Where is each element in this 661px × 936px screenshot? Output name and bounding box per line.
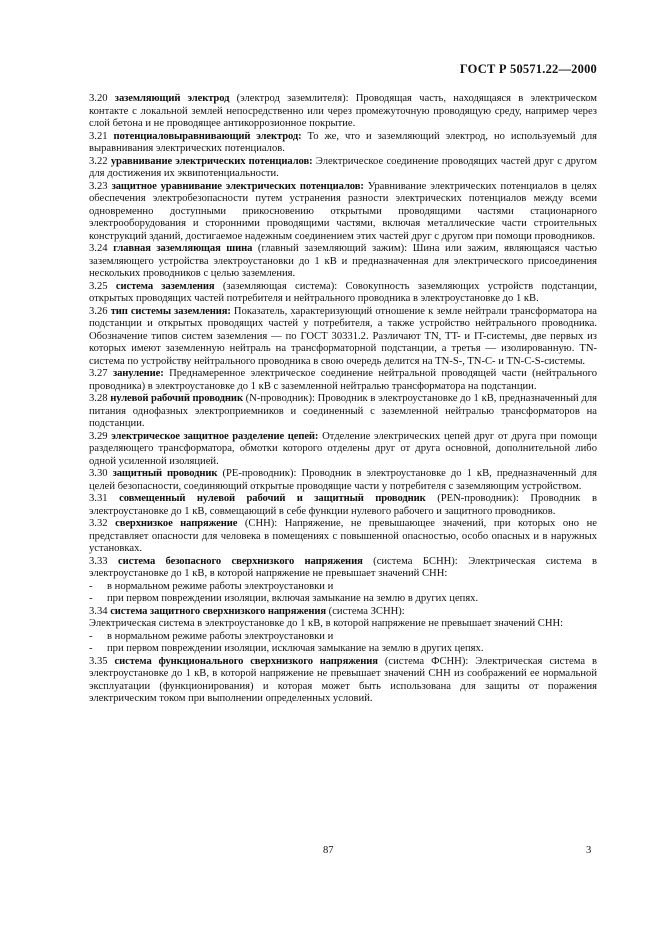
item-number: 3.24: [89, 243, 108, 254]
definition-text: Уравнивание электрических потенциалов в целях обеспечения электробезопасности путем устранения разности электрических потенциалов между всеми одновременно доступными прикосновению открытыми проводящими частями стационарного электрооборудования и сторонними проводящими частями, включая металлические части строительных конструкций зданий, достигаемое надежным соединением этих частей друг с другом при помощи проводников.: [89, 180, 597, 242]
definition-text: Преднамеренное электрическое соединение нейтральной проводящей части (нейтрального проводника) в электроустановке до 1 кВ с заземленной нейтралью трансформатора на подстанции.: [89, 368, 598, 392]
list-item: [89, 643, 597, 656]
definition-3-34: [89, 606, 597, 619]
term: система безопасного сверхнизкого напряжения: [118, 555, 363, 567]
definition-3-27: [89, 368, 597, 393]
term: система функционального сверхнизкого напряжения: [114, 655, 378, 667]
definition-3-33: [89, 556, 597, 581]
item-number: 3.35: [89, 655, 108, 667]
definition-3-32: [89, 518, 597, 556]
term: нулевой рабочий проводник: [110, 393, 243, 404]
definition-3-20: [89, 93, 597, 131]
definition-3-35: [89, 656, 597, 706]
definition-3-23: [89, 181, 597, 244]
item-number: 3.32: [89, 518, 108, 529]
term: система заземления: [115, 280, 215, 292]
list-item-text: в нормальном режиме работы электроустановки и: [107, 630, 334, 642]
definition-text: (главный заземляющий зажим): Шина или зажим, являющаяся частью заземляющего устройства электроустановки до 1 кВ и предназначенная для электрического присоединения нескольких проводников с целью заземления.: [89, 243, 597, 279]
definition-text: (система БСНН): Электрическая система в электроустановке до 1 кВ, в которой напряжение не превышает значений СНН:: [89, 555, 597, 579]
item-number: 3.29: [89, 430, 108, 442]
list-item-text: при первом повреждении изоляции, включая замыкание на землю в других цепях.: [107, 593, 479, 604]
list-item-text: при первом повреждении изоляции, исключая замыкание на землю в других цепях.: [107, 643, 484, 654]
definition-3-25: [89, 281, 597, 306]
list-item: [89, 581, 597, 594]
sheet-number: 3: [586, 845, 592, 856]
list-item-text: в нормальном режиме работы электроустановки и: [107, 580, 334, 592]
item-number: 3.25: [89, 280, 108, 292]
term: главная заземляющая шина: [113, 243, 253, 254]
term: зануление:: [112, 368, 164, 379]
term: система защитного сверхнизкого напряжения: [110, 605, 327, 617]
definition-3-24: [89, 243, 597, 281]
page-number: 87: [323, 845, 334, 856]
definition-3-28: [89, 393, 597, 431]
definition-3-31: [89, 493, 597, 518]
definition-text: (СНН): Напряжение, не превышающее значений, при которых оно не представляет опасности для человека в помещениях с повышенной опасностью, особо опасных и в наружных установках.: [89, 518, 598, 554]
definition-text: (PE-проводник): Проводник в электроустановке до 1 кВ, предназначенный для целей безопасности, соединяющий открытые проводящие части у потребителя с заземляющим устройством.: [89, 468, 597, 492]
item-number: 3.21: [89, 130, 108, 142]
item-number: 3.27: [89, 368, 108, 379]
definition-text: (заземляющая система): Совокупность заземляющих устройств подстанции, открытых проводящих частей потребителя и нейтрального проводника в электроустановке до 1 кВ.: [89, 280, 597, 304]
item-number: 3.26: [89, 305, 108, 317]
list-item: [89, 631, 597, 644]
definition-3-29: [89, 431, 597, 469]
term: уравнивание электрических потенциалов:: [110, 155, 313, 167]
list-item: [89, 593, 597, 606]
definition-3-22: [89, 156, 597, 181]
dash-bullet: -: [89, 580, 93, 592]
item-number: 3.33: [89, 555, 108, 567]
term: электрическое защитное разделение цепей:: [111, 430, 319, 442]
item-number: 3.34: [89, 605, 108, 617]
definition-text: Электрическое соединение проводящих частей друг с другом для достижения их эквипотенциальности.: [89, 155, 597, 179]
definition-text: То же, что и заземляющий электрод, но используемый для выравнивания электрических потенциалов.: [89, 130, 598, 154]
item-number: 3.30: [89, 468, 108, 479]
document-header: ГОСТ Р 50571.22—2000: [459, 62, 597, 76]
dash-bullet: -: [89, 630, 93, 642]
term: совмещенный нулевой рабочий и защитный проводник: [119, 493, 426, 504]
definition-text: (PEN-проводник): Проводник в электроустановке до 1 кВ, совмещающий в себе функции нулевого рабочего и защитного проводников.: [89, 493, 597, 517]
term: защитный проводник: [112, 468, 218, 479]
term: сверхнизкое напряжение: [115, 518, 238, 529]
item-number: 3.20: [89, 93, 108, 104]
definition-3-30: [89, 468, 597, 493]
definition-3-26: [89, 306, 597, 369]
term: потенциаловыравнивающий электрод:: [113, 130, 302, 142]
term: защитное уравнивание электрических потенциалов:: [111, 180, 364, 192]
document-body: [89, 93, 597, 706]
item-number: 3.23: [89, 180, 108, 192]
dash-bullet: -: [89, 593, 93, 604]
definition-text: (электрод заземлителя): Проводящая часть, находящаяся в электрическом контакте с локальной землей непосредственно или через промежуточную проводящую среду, например через слой бетона и не проводящее антикоррозионное покрытие.: [89, 93, 597, 129]
term: заземляющий электрод: [114, 93, 230, 104]
definition-text: Отделение электрических цепей друг от друга при помощи разделяющего трансформатора, обмотки которого отделены друг от друга основной, дополнительной либо одной усиленной изоляцией.: [89, 430, 597, 467]
definition-text: (система ФСНН): Электрическая система в электроустановке до 1 кВ, в которой напряжение не превышает значений СНН из соображений ее нормальной эксплуатации (функционирования) и которая может быть использована для защиты от поражения электрическим током при выполнении определенных условий.: [89, 655, 598, 704]
item-number: 3.28: [89, 393, 108, 404]
item-number: 3.22: [89, 155, 108, 167]
definition-text: (система ЗСНН):: [326, 605, 405, 617]
term: тип системы заземления:: [110, 305, 231, 317]
dash-bullet: -: [89, 643, 93, 654]
item-number: 3.31: [89, 493, 108, 504]
definition-3-34-body: Электрическая система в электроустановке до 1 кВ, в которой напряжение не превышает значений СНН:: [89, 618, 564, 629]
definition-text: (N-проводник): Проводник в электроустановке до 1 кВ, предназначенный для питания однофазных электроприемников и соединенный с заземленной нейтралью трансформаторов на подстанции.: [89, 393, 597, 429]
definition-3-21: [89, 131, 597, 156]
definition-text: Показатель, характеризующий отношение к земле нейтрали трансформатора на подстанции и открытых проводящих частей у потребителя, а также устройство нейтрального проводника. Обозначение типов систем заземления — по ГОСТ 30331.2. Различают TN, TT- и IT-системы, две первых из которых имеют заземленную нейтраль на трансформаторной подстанции, а третья — изолированную. TN-система по устройству нейтрального проводника в свою очередь делится на TN-S-, TN-C- и TN-C-S-системы.: [89, 305, 597, 367]
